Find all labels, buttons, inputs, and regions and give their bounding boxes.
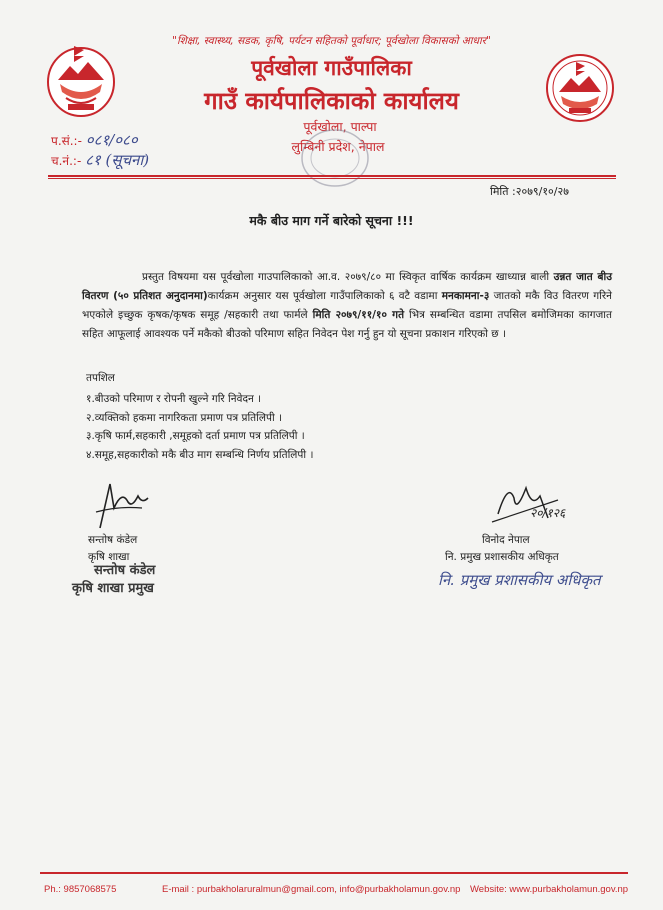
chalani-value: ८१ (सूचना) bbox=[85, 151, 150, 169]
notice-body: प्रस्तुत विषयमा यस पूर्वखोला गाउपालिकाको आ.व. २०७९/८० मा स्विकृत वार्षिक कार्यक्रम खाध्यान्न बाली उन्नत जात बीउ वितरण (५० प्रतिशत अनुदानमा)कार्यक्रम अनुसार यस पूर्वखोला गाउँपालिकाको ६ वटै वडामा मनकामना-३ जातको मकै विउ वितरण गरिने भएकोले इच्छुक कृषक/कृषक समूह /सहकारी तथा फार्मले मिति २०७९/११/१० गते भित्र सम्बन्धित वडामा तपसिल बमोजिमका कागजात सहित आफूलाई आवश्यक पर्ने मकैको बीउको परिमाण सहित निवेदन पेश गर्नु हुन यो सूचना प्रकाशन गरिएको छ । bbox=[82, 271, 613, 340]
left-name-stamp: सन्तोष कंडेल कृषि शाखा प्रमुख bbox=[72, 563, 156, 596]
address-line2: लुम्बिनी प्रदेश, नेपाल bbox=[291, 139, 385, 154]
right-signatory-role: नि. प्रमुख प्रशासकीय अधिकृत bbox=[445, 551, 559, 563]
header-divider bbox=[48, 175, 616, 177]
footer-phone: Ph.: 9857068575 bbox=[44, 884, 117, 895]
office-name: गाउँ कार्यपालिकाको कार्यालय bbox=[204, 87, 459, 115]
municipality-name: पूर्वखोला गाउँपालिका bbox=[251, 56, 412, 80]
right-designation-stamp: नि. प्रमुख प्रशासकीय अधिकृत bbox=[438, 571, 601, 589]
subject-line: मकै बीउ माग गर्ने बारेको सूचना !!! bbox=[249, 213, 414, 228]
left-signatory-name: सन्तोष कंडेल bbox=[88, 534, 138, 546]
left-signature-icon bbox=[92, 478, 152, 532]
left-signatory-role: कृषि शाखा bbox=[88, 551, 130, 563]
list-item: ४.समूह,सहकारीको मकै बीउ माग सम्बन्धि निर्णय प्रतिलिपी । bbox=[86, 448, 314, 461]
tapasil-heading: तपशिल bbox=[86, 372, 115, 384]
list-item: २.व्यक्तिको हकमा नागरिकता प्रमाण पत्र प्रतिलिपी । bbox=[86, 411, 283, 424]
chalani-label: च.नं.:- bbox=[51, 154, 82, 168]
header-divider-thin bbox=[48, 178, 616, 179]
list-item: १.बीउको परिमाण र रोपनी खुल्ने गरि निवेदन । bbox=[86, 393, 262, 405]
list-item: ३.कृषि फार्म,सहकारी ,समूहको दर्ता प्रमाण पत्र प्रतिलिपी । bbox=[86, 430, 305, 442]
footer-divider bbox=[40, 872, 628, 874]
letter-date: मिति :२०७९/१०/२७ bbox=[490, 185, 569, 198]
patra-sankhya bbox=[51, 130, 138, 150]
handwritten-date: २०/१२६ bbox=[530, 506, 566, 520]
footer-website: Website: www.purbakholamun.gov.np bbox=[470, 884, 629, 895]
chalani-number bbox=[51, 150, 149, 170]
footer-email: E-mail : purbakholaruralmun@gmail.com, info@purbakholamun.gov.np bbox=[162, 884, 461, 895]
patra-sankhya-value: ०८१/०८० bbox=[85, 131, 138, 149]
patra-sankhya-label: प.सं.:- bbox=[51, 134, 82, 148]
address-line1: पूर्वखोला, पाल्पा bbox=[303, 119, 377, 134]
motto: "शिक्षा, स्वास्थ्य, सडक, कृषि, पर्यटन सहितको पूर्वाधार; पूर्वखोला विकासको आधार" bbox=[172, 35, 491, 47]
right-signatory-name: विनोद नेपाल bbox=[482, 534, 530, 546]
office-stamp-icon bbox=[300, 128, 370, 188]
tapasil-list bbox=[86, 390, 313, 464]
